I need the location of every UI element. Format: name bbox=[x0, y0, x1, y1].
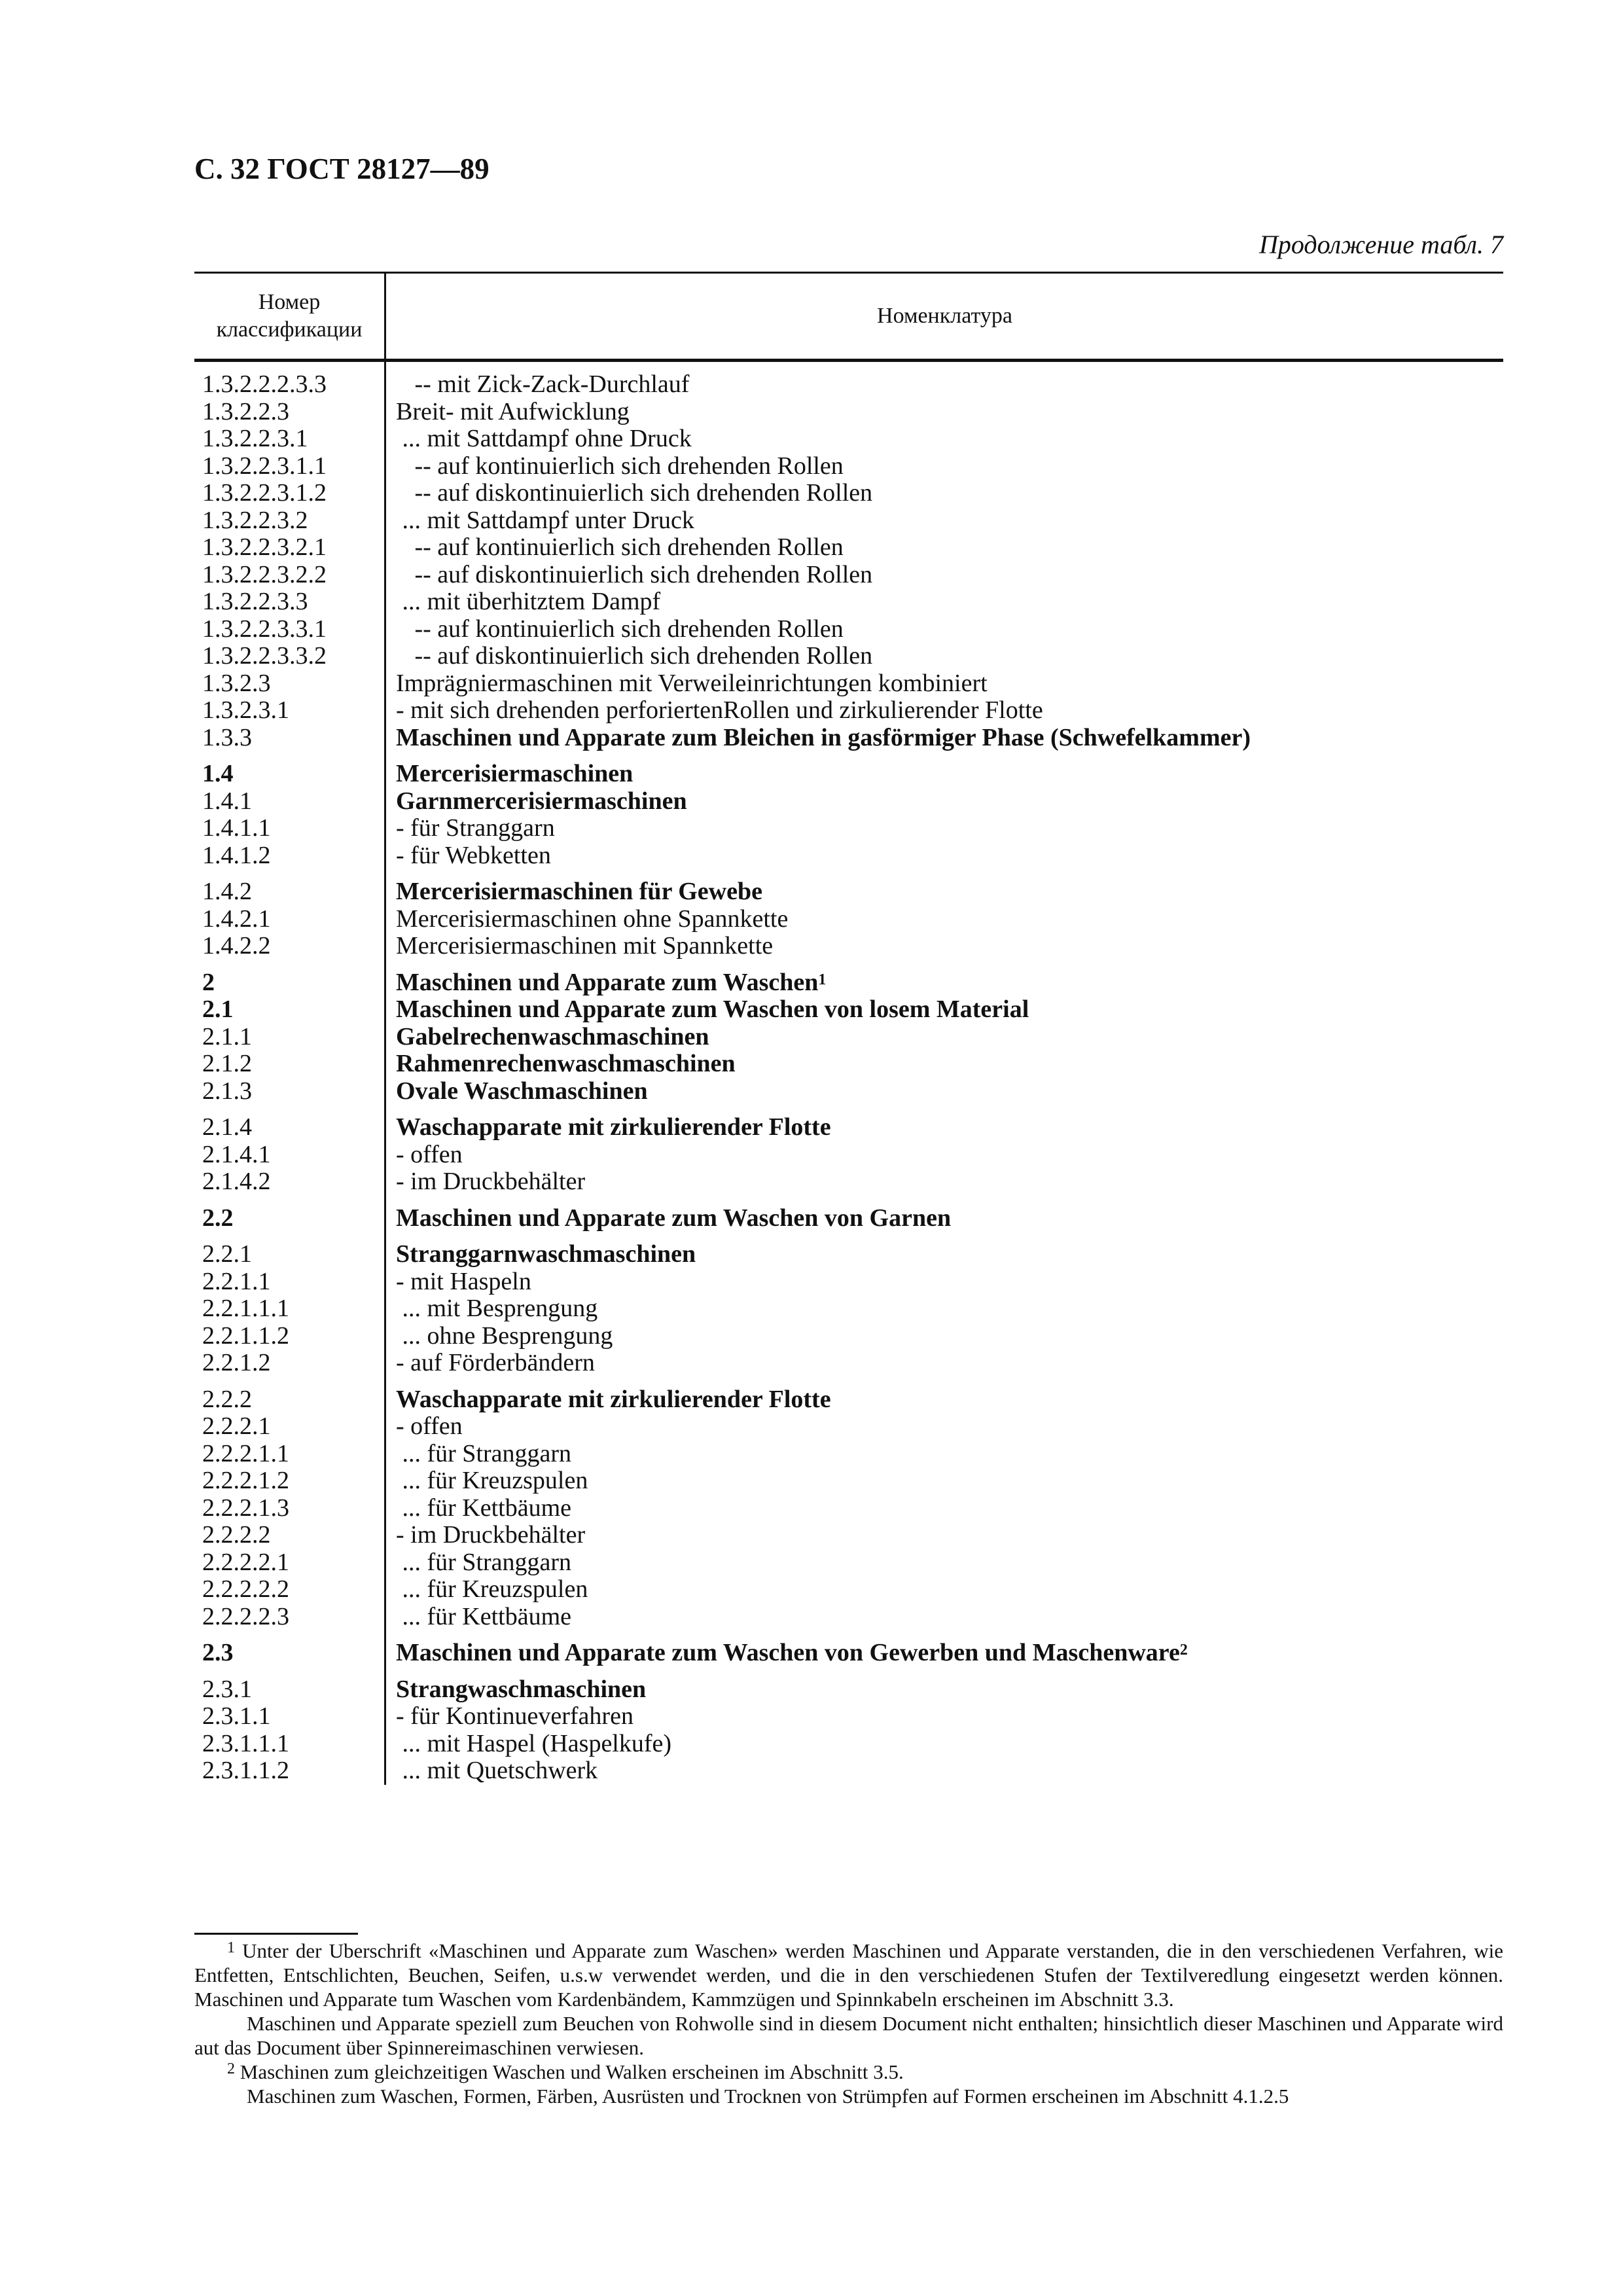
table-row bbox=[194, 1241, 1503, 1268]
nomenclature-text: - im Druckbehälter bbox=[396, 1168, 586, 1195]
nomenclature-entry bbox=[384, 1024, 1503, 1051]
nomenclature-text: -- auf kontinuierlich sich drehenden Rollen bbox=[396, 533, 844, 561]
classification-number: 1.3.2.2.3 bbox=[202, 397, 289, 425]
table-row bbox=[194, 562, 1503, 589]
nomenclature-text: Garnmercerisiermaschinen bbox=[396, 787, 687, 815]
classification-number: 2.2.1.1.1 bbox=[202, 1295, 289, 1322]
nomenclature-entry bbox=[384, 788, 1503, 816]
page-header: С. 32 ГОСТ 28127—89 bbox=[194, 152, 490, 185]
nomenclature-text: ... für Kreuzspulen bbox=[396, 1467, 588, 1494]
nomenclature-text: -- auf kontinuierlich sich drehenden Rollen bbox=[396, 452, 844, 480]
nomenclature-text: Maschinen und Apparate zum Bleichen in gasförmiger Phase (Schwefelkammer) bbox=[396, 723, 1251, 751]
table-row bbox=[194, 906, 1503, 933]
nomenclature-entry bbox=[384, 969, 1503, 997]
classification-number: 1.3.2.2.3.3.2 bbox=[202, 642, 327, 670]
classification-number: 1.3.2.2.3.2.2 bbox=[202, 560, 327, 588]
nomenclature-entry bbox=[384, 815, 1503, 842]
footnote-2 bbox=[194, 2060, 1503, 2084]
nomenclature-text: ... für Kreuzspulen bbox=[396, 1575, 588, 1603]
nomenclature-text: Mercerisiermaschinen für Gewebe bbox=[396, 878, 762, 905]
table-row bbox=[194, 933, 1503, 960]
table-row bbox=[194, 1024, 1503, 1051]
nomenclature-text: Mercerisiermaschinen mit Spannkette bbox=[396, 932, 774, 960]
table-row bbox=[194, 815, 1503, 842]
classification-number: 2.3 bbox=[202, 1639, 234, 1666]
nomenclature-entry bbox=[384, 1576, 1503, 1604]
table-row bbox=[194, 670, 1503, 698]
table-row bbox=[194, 371, 1503, 399]
classification-number: 2.2.2.2.1 bbox=[202, 1548, 289, 1576]
classification-number: 2.2.2.1.2 bbox=[202, 1467, 289, 1494]
nomenclature-text: - für Kontinueverfahren bbox=[396, 1702, 633, 1730]
classification-number: 2.2.2.2.2 bbox=[202, 1575, 289, 1603]
classification-number: 1.3.2.2.3.2.1 bbox=[202, 533, 327, 561]
nomenclature-text: ... mit Sattdampf unter Druck bbox=[396, 506, 694, 534]
classification-number: 2.3.1.1.1 bbox=[202, 1729, 289, 1757]
table-row bbox=[194, 1441, 1503, 1468]
nomenclature-text: ... mit Besprengung bbox=[396, 1295, 598, 1322]
classification-number: 2.2.2.1.1 bbox=[202, 1439, 289, 1467]
footnote-1 bbox=[194, 1939, 1503, 2011]
table-row bbox=[194, 453, 1503, 480]
table-row bbox=[194, 1576, 1503, 1604]
classification-number: 1.4.1 bbox=[202, 787, 252, 815]
table-row bbox=[194, 1676, 1503, 1704]
classification-number: 2.1.4.2 bbox=[202, 1168, 271, 1195]
nomenclature-text: - mit sich drehenden perforiertenRollen und zirkulierender Flotte bbox=[396, 696, 1043, 724]
classification-number: 1.4.2.2 bbox=[202, 932, 271, 960]
nomenclature-text: - offen bbox=[396, 1412, 463, 1440]
table-row bbox=[194, 1604, 1503, 1631]
footnote-1-text: Unter der Uberschrift «Maschinen und Apparate zum Waschen» werden Maschinen und Apparate verstanden, die in den verschiedenen Verfahren, wie Entfetten, Entschlichten, Beuchen, Seifen, u.s.w verwendet werden, und die in den verschiedenen Stufen der Textilveredlung eingesetzt werden können. Maschinen und Apparate tum Waschen vom Kardenbändem, Kammzügen und Spinnkabeln erscheinen im Abschnitt 3.3. bbox=[194, 1939, 1504, 2011]
nomenclature-entry bbox=[384, 371, 1503, 399]
table-header bbox=[194, 272, 1503, 362]
table-row bbox=[194, 1050, 1503, 1078]
table-row bbox=[194, 1549, 1503, 1577]
nomenclature-entry bbox=[384, 1114, 1503, 1141]
table-row bbox=[194, 643, 1503, 670]
table-row bbox=[194, 399, 1503, 426]
nomenclature-entry bbox=[384, 1141, 1503, 1169]
classification-number: 1.3.2.2.3.2 bbox=[202, 506, 308, 534]
table-row bbox=[194, 1268, 1503, 1296]
nomenclature-text: Rahmenrechenwaschmaschinen bbox=[396, 1050, 736, 1077]
classification-number: 2.1.4 bbox=[202, 1113, 252, 1141]
classification-number: 2.2.2 bbox=[202, 1385, 252, 1413]
nomenclature-text: - mit Haspeln bbox=[396, 1267, 531, 1295]
classification-number: 1.3.2.2.2.3.3 bbox=[202, 370, 327, 398]
table-row bbox=[194, 878, 1503, 906]
nomenclature-entry bbox=[384, 1413, 1503, 1441]
classification-number: 2.1.4.1 bbox=[202, 1140, 271, 1168]
nomenclature-text: ... mit Sattdampf ohne Druck bbox=[396, 425, 692, 452]
nomenclature-text: Maschinen und Apparate zum Waschen von losem Material bbox=[396, 996, 1029, 1023]
classification-number: 1.3.2.2.3.3 bbox=[202, 588, 308, 615]
column-header-nomenclature: Номенклатура bbox=[877, 304, 1012, 328]
classification-number: 2.2.2.1 bbox=[202, 1412, 271, 1440]
nomenclature-entry bbox=[384, 399, 1503, 426]
table-row bbox=[194, 507, 1503, 535]
nomenclature-entry bbox=[384, 534, 1503, 562]
classification-number: 2.2 bbox=[202, 1204, 234, 1232]
nomenclature-text: - offen bbox=[396, 1140, 463, 1168]
nomenclature-entry bbox=[384, 1078, 1503, 1105]
nomenclature-text: Breit- mit Aufwicklung bbox=[396, 397, 630, 425]
classification-number: 1.4.1.1 bbox=[202, 814, 271, 842]
nomenclature-entry bbox=[384, 562, 1503, 589]
classification-number: 1.3.3 bbox=[202, 723, 252, 751]
classification-number: 2.1 bbox=[202, 996, 234, 1023]
classification-number: 2.1.2 bbox=[202, 1050, 252, 1077]
table-row bbox=[194, 1413, 1503, 1441]
nomenclature-text: Mercerisiermaschinen ohne Spannkette bbox=[396, 905, 789, 933]
footnote-2-mark: 2 bbox=[227, 2060, 235, 2077]
classification-number: 1.4 bbox=[202, 760, 234, 787]
classification-number: 2.3.1.1 bbox=[202, 1702, 271, 1730]
nomenclature-text: -- auf diskontinuierlich sich drehenden Rollen bbox=[396, 560, 873, 588]
footnote-separator bbox=[194, 1933, 358, 1935]
classification-number: 2.1.3 bbox=[202, 1077, 252, 1105]
table-row bbox=[194, 725, 1503, 752]
table-row bbox=[194, 1168, 1503, 1196]
nomenclature-text: Stranggarnwaschmaschinen bbox=[396, 1240, 696, 1268]
classification-number: 1.4.2.1 bbox=[202, 905, 271, 933]
nomenclature-entry bbox=[384, 1676, 1503, 1704]
classification-number: 2.2.1.1 bbox=[202, 1267, 271, 1295]
nomenclature-text: ... mit Haspel (Haspelkufe) bbox=[396, 1729, 672, 1757]
table-row bbox=[194, 1731, 1503, 1758]
nomenclature-text: ... ohne Besprengung bbox=[396, 1321, 613, 1350]
footnote-1-mark: 1 bbox=[227, 1939, 235, 1956]
column-header-number: Номер классификации bbox=[194, 274, 386, 359]
nomenclature-entry bbox=[384, 1495, 1503, 1522]
nomenclature-entry bbox=[384, 1350, 1503, 1377]
nomenclature-text: Mercerisiermaschinen bbox=[396, 760, 633, 787]
nomenclature-entry bbox=[384, 1050, 1503, 1078]
nomenclature-entry bbox=[384, 425, 1503, 453]
nomenclature-entry bbox=[384, 643, 1503, 670]
table-row bbox=[194, 1350, 1503, 1377]
classification-number: 2 bbox=[202, 968, 215, 996]
classification-number: 2.2.2.2 bbox=[202, 1521, 271, 1549]
nomenclature-text: ... für Stranggarn bbox=[396, 1439, 572, 1467]
nomenclature-entry bbox=[384, 1731, 1503, 1758]
nomenclature-entry bbox=[384, 1640, 1503, 1667]
nomenclature-entry bbox=[384, 697, 1503, 725]
nomenclature-entry bbox=[384, 1757, 1503, 1785]
nomenclature-text: ... mit überhitztem Dampf bbox=[396, 588, 661, 615]
nomenclature-entry bbox=[384, 842, 1503, 870]
footnote-reference: 1 bbox=[818, 971, 827, 988]
footnote-reference: 2 bbox=[1179, 1641, 1188, 1659]
table-row bbox=[194, 842, 1503, 870]
nomenclature-text: Maschinen und Apparate zum Waschen von Garnen bbox=[396, 1204, 952, 1232]
classification-number: 1.3.2.2.3.3.1 bbox=[202, 615, 327, 643]
nomenclature-text: Gabelrechenwaschmaschinen bbox=[396, 1022, 709, 1050]
nomenclature-text: - für Webketten bbox=[396, 841, 551, 869]
classification-number: 2.3.1.1.2 bbox=[202, 1757, 289, 1784]
nomenclature-entry bbox=[384, 1441, 1503, 1468]
nomenclature-entry bbox=[384, 933, 1503, 960]
footnote-2-paragraph-2: Maschinen zum Waschen, Formen, Färben, Ausrüsten und Trocknen von Strümpfen auf Formen erscheinen im Abschnitt 4.1.2.5 bbox=[247, 2085, 1289, 2108]
nomenclature-entry bbox=[384, 1549, 1503, 1577]
table-row bbox=[194, 1323, 1503, 1350]
nomenclature-text: -- auf diskontinuierlich sich drehenden Rollen bbox=[396, 479, 873, 507]
nomenclature-entry bbox=[384, 996, 1503, 1024]
nomenclature-text: Maschinen und Apparate zum Waschen bbox=[396, 968, 819, 996]
classification-number: 1.3.2.3 bbox=[202, 669, 271, 697]
classification-number: 1.4.1.2 bbox=[202, 841, 271, 869]
nomenclature-entry bbox=[384, 761, 1503, 788]
table-row bbox=[194, 534, 1503, 562]
nomenclature-entry bbox=[384, 480, 1503, 507]
classification-number: 1.3.2.2.3.1.2 bbox=[202, 479, 327, 507]
nomenclature-text: - auf Förderbändern bbox=[396, 1349, 595, 1376]
footnotes bbox=[194, 1939, 1503, 2108]
classification-number: 2.2.1.2 bbox=[202, 1349, 271, 1376]
nomenclature-entry bbox=[384, 616, 1503, 643]
classification-number: 1.3.2.2.3.1.1 bbox=[202, 452, 327, 480]
nomenclature-entry bbox=[384, 670, 1503, 698]
classification-number: 2.1.1 bbox=[202, 1022, 252, 1050]
nomenclature-entry bbox=[384, 588, 1503, 616]
nomenclature-entry bbox=[384, 1268, 1503, 1296]
classification-number: 2.2.1.1.2 bbox=[202, 1321, 289, 1350]
table-row bbox=[194, 480, 1503, 507]
nomenclature-text: ... für Kettbäume bbox=[396, 1494, 572, 1522]
nomenclature-text: -- mit Zick-Zack-Durchlauf bbox=[396, 370, 690, 398]
nomenclature-text: -- auf diskontinuierlich sich drehenden Rollen bbox=[396, 642, 873, 670]
classification-number: 2.2.1 bbox=[202, 1240, 252, 1268]
nomenclature-entry bbox=[384, 1703, 1503, 1731]
table-row bbox=[194, 1386, 1503, 1414]
nomenclature-entry bbox=[384, 1604, 1503, 1631]
nomenclature-entry bbox=[384, 1323, 1503, 1350]
nomenclature-entry bbox=[384, 1467, 1503, 1495]
table-row bbox=[194, 616, 1503, 643]
classification-table bbox=[194, 272, 1503, 1785]
nomenclature-text: Maschinen und Apparate zum Waschen von Gewerben und Maschenware bbox=[396, 1639, 1180, 1666]
nomenclature-entry bbox=[384, 1205, 1503, 1232]
table-row bbox=[194, 1205, 1503, 1232]
table-row bbox=[194, 1078, 1503, 1105]
nomenclature-entry bbox=[384, 1295, 1503, 1323]
table-row bbox=[194, 1522, 1503, 1549]
table-body bbox=[194, 362, 1503, 1785]
table-row bbox=[194, 996, 1503, 1024]
table-continuation-label: Продолжение табл. 7 bbox=[1258, 230, 1503, 259]
footnote-2-text: Maschinen zum gleichzeitigen Waschen und Walken erscheinen im Abschnitt 3.5. bbox=[240, 2060, 904, 2083]
nomenclature-text: - im Druckbehälter bbox=[396, 1521, 586, 1549]
nomenclature-text: Ovale Waschmaschinen bbox=[396, 1077, 648, 1105]
classification-number: 1.3.2.2.3.1 bbox=[202, 425, 308, 452]
classification-number: 2.3.1 bbox=[202, 1675, 252, 1703]
table-row bbox=[194, 1495, 1503, 1522]
table-row bbox=[194, 788, 1503, 816]
table-row bbox=[194, 425, 1503, 453]
nomenclature-text: ... für Stranggarn bbox=[396, 1548, 572, 1576]
table-row bbox=[194, 969, 1503, 997]
nomenclature-entry bbox=[384, 1386, 1503, 1414]
nomenclature-entry bbox=[384, 725, 1503, 752]
nomenclature-text: ... für Kettbäume bbox=[396, 1602, 572, 1630]
nomenclature-entry bbox=[384, 878, 1503, 906]
footnote-1-paragraph-2: Maschinen und Apparate speziell zum Beuchen von Rohwolle sind in diesem Document nicht enthalten; hinsichtlich dieser Maschinen und Apparate wird aut das Document über Spinnereimaschinen verwiesen. bbox=[194, 2012, 1503, 2059]
nomenclature-text: ... mit Quetschwerk bbox=[396, 1757, 598, 1784]
nomenclature-entry bbox=[384, 453, 1503, 480]
classification-number: 1.3.2.3.1 bbox=[202, 696, 289, 724]
table-row bbox=[194, 697, 1503, 725]
classification-number: 1.4.2 bbox=[202, 878, 252, 905]
table-row bbox=[194, 1757, 1503, 1785]
nomenclature-entry bbox=[384, 906, 1503, 933]
nomenclature-entry bbox=[384, 1168, 1503, 1196]
table-row bbox=[194, 588, 1503, 616]
table-row bbox=[194, 1467, 1503, 1495]
nomenclature-entry bbox=[384, 507, 1503, 535]
nomenclature-text: Waschapparate mit zirkulierender Flotte bbox=[396, 1385, 831, 1413]
table-row bbox=[194, 1114, 1503, 1141]
table-row bbox=[194, 1703, 1503, 1731]
table-row bbox=[194, 1141, 1503, 1169]
table-row bbox=[194, 1640, 1503, 1667]
table-row bbox=[194, 761, 1503, 788]
nomenclature-entry bbox=[384, 1241, 1503, 1268]
classification-number: 2.2.2.1.3 bbox=[202, 1494, 289, 1522]
nomenclature-text: -- auf kontinuierlich sich drehenden Rollen bbox=[396, 615, 844, 643]
classification-number: 2.2.2.2.3 bbox=[202, 1602, 289, 1630]
table-row bbox=[194, 1295, 1503, 1323]
nomenclature-text: Waschapparate mit zirkulierender Flotte bbox=[396, 1113, 831, 1141]
nomenclature-text: Strangwaschmaschinen bbox=[396, 1675, 647, 1703]
nomenclature-entry bbox=[384, 1522, 1503, 1549]
nomenclature-text: - für Stranggarn bbox=[396, 814, 555, 842]
nomenclature-text: Imprägniermaschinen mit Verweileinrichtungen kombiniert bbox=[396, 669, 988, 697]
